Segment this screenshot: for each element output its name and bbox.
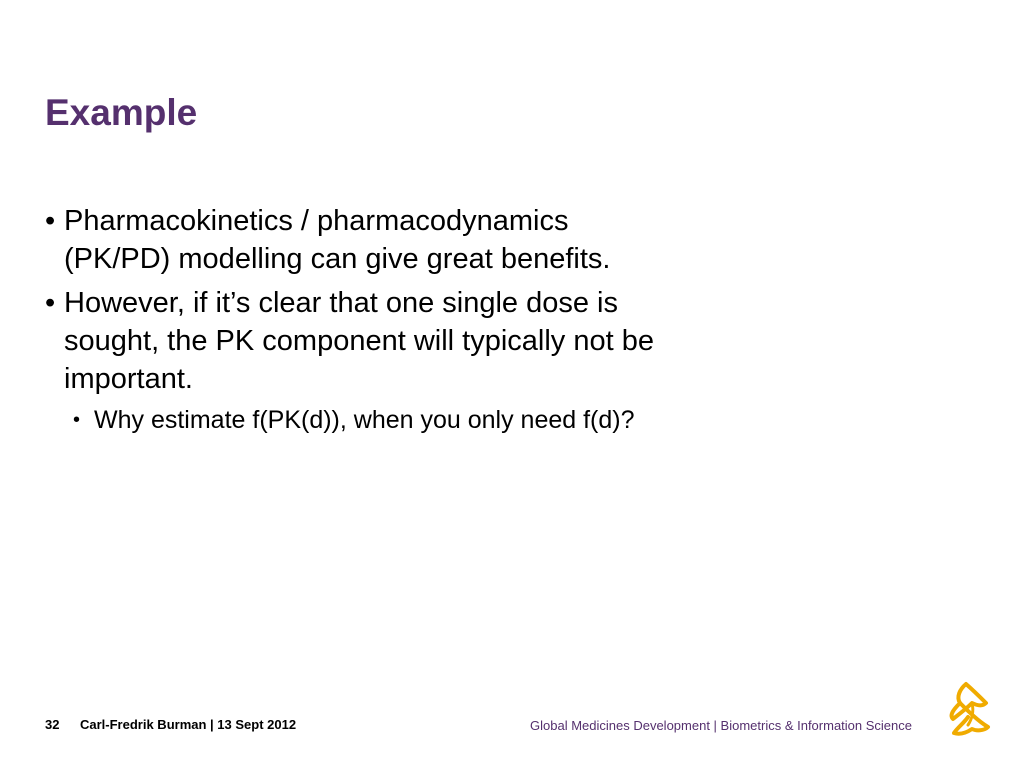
slide-content — [45, 202, 805, 436]
bullet-text-line: sought, the PK component will typically not be — [64, 325, 654, 357]
bullet-marker: • — [45, 287, 56, 319]
author-date: Carl-Fredrik Burman | 13 Sept 2012 — [80, 717, 297, 732]
bullet-marker: • — [45, 205, 56, 237]
logo-strokes — [952, 684, 988, 734]
bullet-text-line: (PK/PD) modelling can give great benefits. — [64, 243, 611, 275]
slide-title: Example — [45, 92, 198, 133]
sub-bullet-text: Why estimate f(PK(d)), when you only need f(d)? — [94, 406, 635, 434]
bullet-text-line: Pharmacokinetics / pharmacodynamics — [64, 205, 569, 237]
bullet-text-line: However, if it’s clear that one single dose is — [64, 287, 618, 319]
bullet-text-line: important. — [64, 363, 193, 395]
page-number: 32 — [45, 717, 60, 732]
astrazeneca-logo-icon — [944, 681, 994, 737]
bullet-item — [45, 284, 805, 398]
bullet-item — [45, 202, 805, 278]
sub-bullet-marker: • — [73, 409, 81, 431]
sub-bullet-item — [73, 404, 805, 436]
footer-department: Global Medicines Development | Biometrics & Information Science — [530, 718, 912, 733]
footer-left — [45, 717, 296, 732]
